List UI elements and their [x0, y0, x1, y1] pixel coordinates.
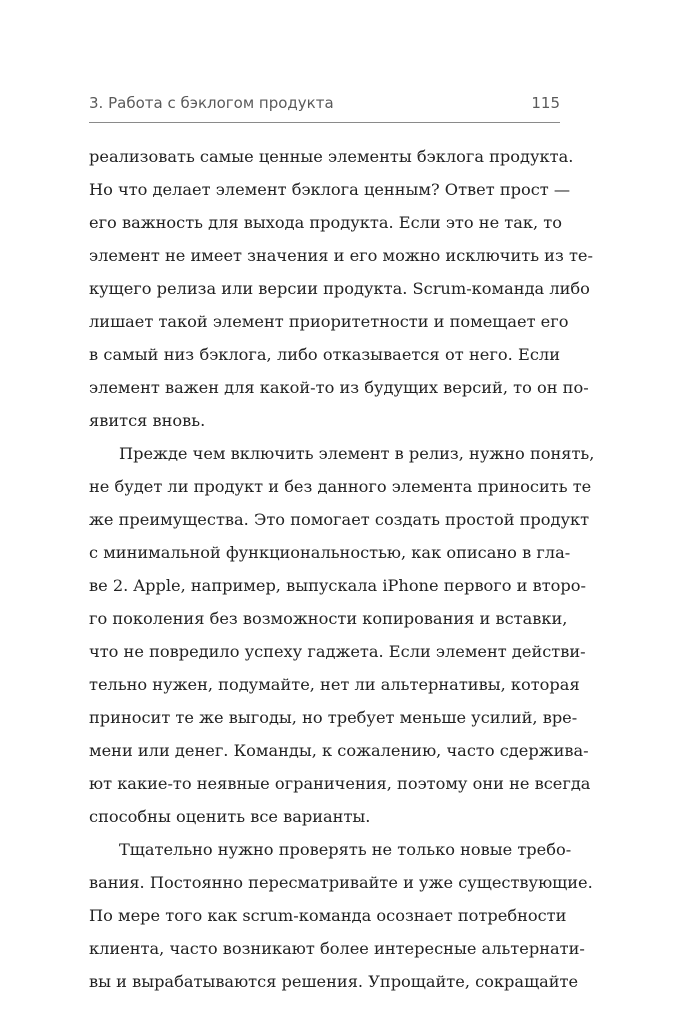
text-line: реализовать самые ценные элементы бэклога продукта.	[89, 147, 574, 166]
text-line: явится вновь.	[89, 411, 206, 430]
text-line: что не повредило успеху гаджета. Если элемент действи-	[89, 642, 586, 661]
text-line: приносит те же выгоды, но требует меньше усилий, вре-	[89, 708, 578, 727]
text-line: ве 2. Apple, например, выпускала iPhone первого и второ-	[89, 576, 586, 595]
text-line: Тщательно нужно проверять не только новые требо-	[119, 840, 572, 859]
text-line: элемент важен для какой-то из будущих версий, то он по-	[89, 378, 589, 397]
text-line: Но что делает элемент бэклога ценным? Ответ прост —	[89, 180, 571, 199]
text-line: тельно нужен, подумайте, нет ли альтернативы, которая	[89, 675, 580, 694]
text-line: ют какие-то неявные ограничения, поэтому они не всегда	[89, 774, 591, 793]
running-header	[89, 92, 560, 118]
text-line: мени или денег. Команды, к сожалению, часто сдержива-	[89, 741, 589, 760]
text-line: в самый низ бэклога, либо отказывается от него. Если	[89, 345, 560, 364]
text-line: вания. Постоянно пересматривайте и уже существующие.	[89, 873, 593, 892]
text-line: кущего релиза или версии продукта. Scrum-команда либо	[89, 279, 590, 298]
text-line: лишает такой элемент приоритетности и помещает его	[89, 312, 569, 331]
text-line: го поколения без возможности копирования и вставки,	[89, 609, 568, 628]
header-divider	[89, 122, 560, 123]
chapter-title: 3. Работа с бэклогом продукта	[89, 94, 334, 112]
page-number: 115	[531, 94, 560, 112]
text-line: его важность для выхода продукта. Если это не так, то	[89, 213, 563, 232]
text-line: с минимальной функциональностью, как описано в гла-	[89, 543, 571, 562]
text-line: способны оценить все варианты.	[89, 807, 371, 826]
text-line: Прежде чем включить элемент в релиз, нужно понять,	[119, 444, 595, 463]
text-line: По мере того как scrum-команда осознает потребности	[89, 906, 567, 925]
page-body	[89, 140, 595, 998]
text-line: вы и вырабатываются решения. Упрощайте, сокращайте	[89, 972, 579, 991]
text-line: клиента, часто возникают более интересные альтернати-	[89, 939, 585, 958]
text-line: элемент не имеет значения и его можно исключить из те-	[89, 246, 593, 265]
text-line: же преимущества. Это помогает создать простой продукт	[89, 510, 590, 529]
text-line: не будет ли продукт и без данного элемента приносить те	[89, 477, 592, 496]
